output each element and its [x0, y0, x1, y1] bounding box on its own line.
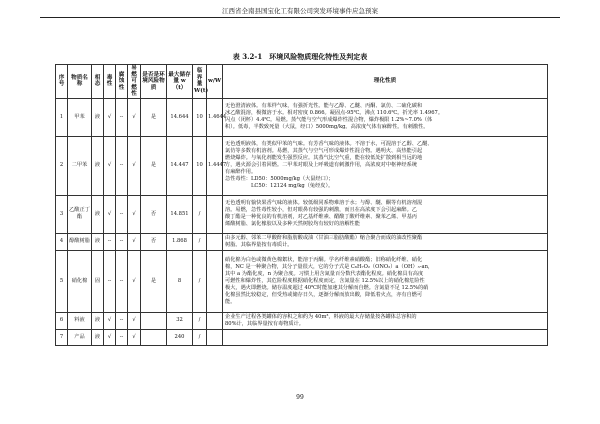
- cell-env-risk: 是: [141, 136, 167, 195]
- props-line: 可燃性和爆炸性，其危险程度根据硝化程度而定，含氮量在 12.5%以上的硝化棉危险性: [225, 277, 425, 284]
- cell-corrosive: --: [116, 312, 128, 329]
- props-line: 无色澄清液体。有苯样气味，有强折光性。能与乙醇、乙醚、丙酮、氯仿、二硫化碳和: [225, 103, 423, 109]
- cell-ratio: [207, 329, 223, 345]
- cell-props: [223, 312, 548, 329]
- cell-toxic: √: [104, 195, 116, 233]
- col-max-storage: 最大储存量 w（t）: [167, 65, 193, 99]
- cell-flammable: √: [128, 329, 141, 345]
- cell-corrosive: --: [116, 98, 128, 136]
- props-line: 方，遇火源会引着回燃。二甲苯对眼及上呼吸道有刺激作用，高浓度对中枢神经系统: [225, 162, 417, 168]
- cell-max-storage: 14.447: [167, 136, 193, 195]
- col-flammable: 易燃可燃性: [128, 65, 141, 99]
- risk-substance-table: [55, 64, 548, 346]
- cell-state: 固: [92, 250, 104, 312]
- props-line: 能。: [225, 298, 236, 305]
- cell-ratio: [207, 312, 223, 329]
- props-line: 由多元醇、邻苯二甲酸酐和脂肪酸或油（甘油三脂肪酸酯）缩合聚合而成的油改性聚酯: [225, 234, 423, 241]
- props-line: LC50：12124 mg/kg（兔经皮）。: [225, 183, 334, 189]
- props-line: 烯酸树脂、氯化橡胶以及多种天然树胶均有较好的溶解性能: [225, 221, 360, 227]
- cell-props: [223, 329, 548, 345]
- page-header: 江西省全南县国宝化工有限公司突发环境事件应急预案: [222, 7, 378, 15]
- cell-ratio: 1.4447: [207, 136, 223, 195]
- props-line: 极大，遇火即燃烧。储存温度超过 40℃时能加速其分解而自燃。含氮量不足 12.5%的硝: [225, 284, 429, 291]
- table-caption: 表 3.2-1 环境风险物质理化特性及判定表: [232, 52, 368, 61]
- cell-toxic: √: [104, 312, 116, 329]
- cell-no: 6: [56, 312, 68, 329]
- col-state: 相态: [92, 65, 104, 99]
- props-line: 无色透明液体，有类似甲苯的气味。有芳香气味的液体。不溶于水，可混溶于乙醇、乙醚、: [225, 141, 433, 147]
- cell-ratio: [207, 195, 223, 233]
- cell-state: 液: [92, 136, 104, 195]
- cell-max-storage: 32: [167, 312, 193, 329]
- table-row: [56, 136, 548, 195]
- cell-name: 甲苯: [68, 98, 92, 136]
- cell-critical: /: [193, 329, 207, 345]
- cell-toxic: --: [104, 233, 116, 250]
- table-row: [56, 250, 548, 312]
- table-row: [56, 312, 548, 329]
- props-line: 冰乙酸混溶，极微溶于水。相对密度 0.866。凝固点-95℃。沸点 110.6℃。折光率 1.4967。: [225, 110, 444, 116]
- cell-name: 料液: [68, 312, 92, 329]
- props-line: 氯仿等多数有机溶剂。易燃，其蒸气与空气可形成爆炸性混合物。遇明火、高热能引起: [225, 148, 423, 154]
- table-row: [56, 329, 548, 345]
- cell-max-storage: 14.644: [167, 98, 193, 136]
- cell-state: 液: [92, 312, 104, 329]
- cell-name: 二甲苯: [68, 136, 92, 195]
- cell-max-storage: 1.868: [167, 233, 193, 250]
- table-row: [56, 195, 548, 233]
- cell-toxic: --: [104, 250, 116, 312]
- cell-env-risk: [141, 312, 167, 329]
- cell-toxic: √: [104, 329, 116, 345]
- cell-flammable: √: [128, 98, 141, 136]
- cell-toxic: √: [104, 98, 116, 136]
- cell-props: [223, 250, 548, 312]
- col-no: 序号: [56, 65, 68, 99]
- cell-toxic: √: [104, 136, 116, 195]
- cell-critical: /: [193, 195, 207, 233]
- col-ratio: w/W: [207, 65, 223, 99]
- cell-critical: /: [193, 312, 207, 329]
- cell-env-risk: [141, 329, 167, 345]
- cell-name: 硝化棉: [68, 250, 92, 312]
- cell-no: 2: [56, 136, 68, 195]
- props-line: 急性毒性：LD50：5000mg/kg（大鼠经口）；: [225, 176, 334, 182]
- table-header-row: [56, 65, 548, 99]
- cell-props: [223, 195, 548, 233]
- cell-flammable: √: [128, 312, 141, 329]
- cell-no: 5: [56, 250, 68, 312]
- props-line: 无色透明有愉快果香气味的液体。较低级同系物难溶于水；与醇、醚、酮等有机溶剂混: [225, 200, 423, 206]
- props-line: 闪点（闭杯）4.4℃。易燃。蒸气能与空气形成爆炸性混合物，爆炸极限 1.2%~7.0%（体: [225, 117, 433, 123]
- cell-corrosive: --: [116, 329, 128, 345]
- cell-name: 乙酸正丁酯: [68, 195, 92, 233]
- props-line: 硝化棉为白色或微黄色棉絮状，能溶于丙酮。学名纤维素硝酸酯；旧称硝化纤维、硝化: [225, 256, 423, 263]
- cell-name: 产品: [68, 329, 92, 345]
- props-line: 有麻醉作用。: [225, 169, 257, 175]
- cell-state: 液: [92, 233, 104, 250]
- cell-critical: 10: [193, 98, 207, 136]
- cell-env-risk: 是: [141, 250, 167, 312]
- col-env-risk: 是否是环境风险物质: [141, 65, 167, 99]
- cell-state: 液: [92, 329, 104, 345]
- cell-state: 液: [92, 195, 104, 233]
- cell-props: [223, 233, 548, 250]
- cell-no: 7: [56, 329, 68, 345]
- props-line: 溶。易燃，急性毒性较小，但对眼鼻有较强的刺激，而且在高浓度下会引起麻醉。乙: [225, 207, 417, 213]
- cell-no: 1: [56, 98, 68, 136]
- cell-ratio: [207, 250, 223, 312]
- cell-critical: /: [193, 250, 207, 312]
- cell-flammable: √: [128, 136, 141, 195]
- cell-corrosive: --: [116, 233, 128, 250]
- props-line: 80%计，其临界量按有毒物质计。: [225, 320, 304, 327]
- cell-ratio: 1.4644: [207, 98, 223, 136]
- cell-ratio: [207, 233, 223, 250]
- col-critical: 临界量 W(t): [193, 65, 207, 99]
- cell-state: 液: [92, 98, 104, 136]
- props-line: 燃烧爆炸。与氧化剂能发生强烈反应。其蒸气比空气重，能在较低处扩散到相当远的地: [225, 155, 423, 161]
- cell-env-risk: 否: [141, 233, 167, 250]
- cell-env-risk: 是: [141, 98, 167, 136]
- cell-flammable: √: [128, 195, 141, 233]
- col-name: 物质名称: [68, 65, 92, 99]
- header-rule: [40, 17, 560, 18]
- cell-no: 3: [56, 195, 68, 233]
- page-number: 99: [296, 394, 304, 401]
- cell-corrosive: --: [116, 250, 128, 312]
- cell-flammable: √: [128, 250, 141, 312]
- cell-corrosive: --: [116, 136, 128, 195]
- props-line: 化棉虽然比较稳定，但受热或储存日久，逐渐分解而放出酸，降低着火点，亦有自燃可: [225, 291, 423, 298]
- cell-critical: /: [193, 233, 207, 250]
- props-line: 其中 a 为酯化度，n 为聚合度。习惯上用含氮量百分数代表酯化程度。硝化棉具有高度: [225, 270, 424, 277]
- props-line: 企业生产过程各类罐体的容积之和约为 40m³，料液的最大存储量按各罐体总容积的: [225, 313, 417, 320]
- cell-no: 4: [56, 233, 68, 250]
- props-line: 酸丁酯是一种优良的有机溶剂，对乙基纤维素、醋酸丁酸纤维素、聚苯乙烯、甲基丙: [225, 214, 417, 220]
- col-props: 理化性质: [223, 65, 548, 99]
- table-row: [56, 233, 548, 250]
- cell-name: 醇酸树脂: [68, 233, 92, 250]
- table-row: [56, 98, 548, 136]
- col-toxic: 毒性: [104, 65, 116, 99]
- cell-critical: 10: [193, 136, 207, 195]
- cell-corrosive: --: [116, 195, 128, 233]
- cell-max-storage: 240: [167, 329, 193, 345]
- col-corrosive: 腐蚀性: [116, 65, 128, 99]
- props-line: 树脂。其临界量按有毒质计。: [225, 241, 293, 248]
- props-line: 积）。低毒，半数致死量（大鼠，经口）5000mg/kg。高浓度气体有麻醉性。有刺激性。: [225, 124, 429, 130]
- cell-props: [223, 136, 548, 195]
- cell-max-storage: 8: [167, 250, 193, 312]
- cell-max-storage: 14.851: [167, 195, 193, 233]
- cell-env-risk: 否: [141, 195, 167, 233]
- cell-props: [223, 98, 548, 136]
- cell-flammable: √: [128, 233, 141, 250]
- props-line: 棉，NC 是一种聚合物，其分子量很大，它的分子式是 C₆H₇O₂（ONO₂）a（OH）₃-an，: [225, 263, 434, 270]
